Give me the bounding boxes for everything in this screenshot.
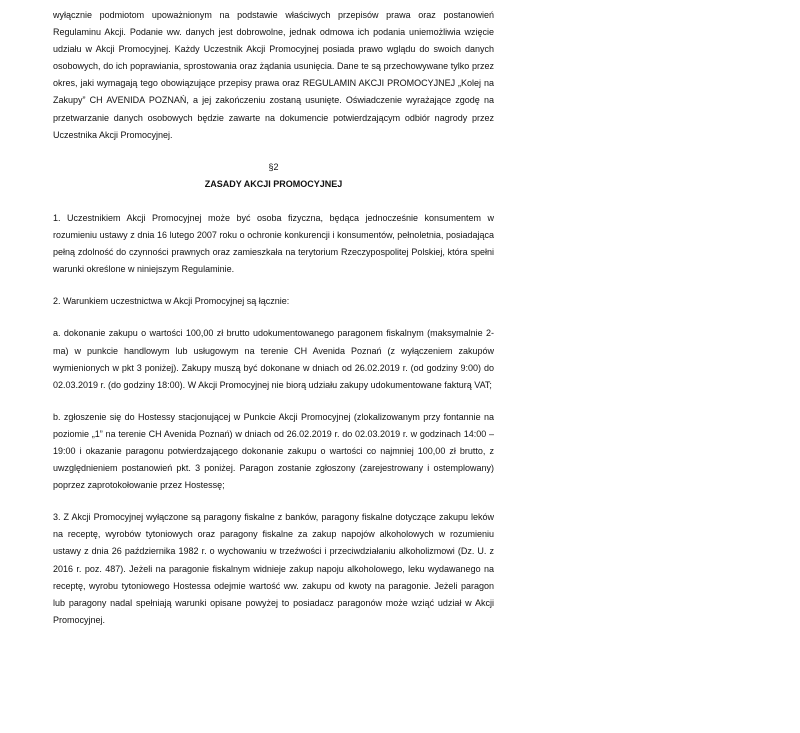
paragraph-3: 3. Z Akcji Promocyjnej wyłączone są paragony fiskalne z banków, paragony fiskalne dotyczące zakupu leków na receptę, wyrobów tytoniowych oraz paragony fiskalne za zakup napojów alkoholowych w rozumieniu ustawy z dnia 26 października 1982 r. o wychowaniu w trzeźwości i przeciwdziałaniu alkoholizmowi (Dz. U. z 2016 r. poz. 487). Jeżeli na paragonie fiskalnym widnieje zakup napoju alkoholowego, leku wydawanego na receptę, wyrobu tytoniowego Hostessa odejmie wartość ww. zakupu od kwoty na paragonie. Jeżeli paragon lub paragony nadal spełniają warunki opisane powyżej to posiadacz paragonów może wziąć udział w Akcji Promocyjnej. (53, 512, 494, 625)
spacer (53, 310, 494, 325)
intro-paragraph: wyłącznie podmiotom upoważnionym na podstawie właściwych przepisów prawa oraz postanowień Regulaminu Akcji. Podanie ww. danych jest dobrowolne, jednak odmowa ich podania uniemożliwia wzięcie udziału w Akcji Promocyjnej. Każdy Uczestnik Akcji Promocyjnej posiada prawo wglądu do swoich danych osobowych, do ich poprawiania, sprostowania oraz żądania usunięcia. Dane te są przechowywane tylko przez okres, jaki wymagają tego obowiązujące przepisy prawa oraz REGULAMIN AKCJI PROMOCYJNEJ „Kolej na Zakupy” CH AVENIDA POZNAŃ, a jej zakończeniu zostaną usunięte. Oświadczenie wyrażające zgodę na przetwarzanie danych osobowych będzie zawarte na dokumencie potwierdzającym odbiór nagrody przez Uczestnika Akcji Promocyjnej. (53, 10, 494, 140)
document-body (53, 7, 494, 629)
spacer (53, 394, 494, 409)
spacer (53, 494, 494, 509)
section-title: ZASADY AKCJI PROMOCYJNEJ (204, 178, 343, 189)
paragraph-2b: b. zgłoszenie się do Hostessy stacjonującej w Punkcie Akcji Promocyjnej (zlokalizowanym przy fontannie na poziomie „1” na terenie CH Avenida Poznań) w dniach od 26.02.2019 r. do 02.03.2019 r. w godzinach 14:00 – 19:00 i okazanie paragonu potwierdzającego dokonanie zakupu o wartości co najmniej 100,00 zł brutto, z uwzględnieniem postanowień pkt. 3 poniżej. Paragon zostanie zgłoszony (zarejestrowany i ostemplowany) poprzez zaprotokołowanie przez Hostessę; (53, 411, 494, 491)
paragraph-2a: a. dokonanie zakupu o wartości 100,00 zł brutto udokumentowanego paragonem fiskalnym (maksymalnie 2-ma) w punkcie handlowym lub usługowym na terenie CH Avenida Poznań (z wyłączeniem zakupów wymienionych w pkt 3 poniżej). Zakupy muszą być dokonane w dniach od 26.02.2019 r. (od godziny 9:00) do 02.03.2019 r. (do godziny 18:00). W Akcji Promocyjnej nie biorą udziału zakupy udokumentowane fakturą VAT; (53, 328, 494, 390)
section-number: §2 (268, 161, 279, 172)
spacer (53, 193, 494, 210)
spacer (53, 278, 494, 293)
spacer (53, 144, 494, 159)
paragraph-2: 2. Warunkiem uczestnictwa w Akcji Promocyjnej są łącznie: (53, 296, 290, 307)
paragraph-1: 1. Uczestnikiem Akcji Promocyjnej może być osoba fizyczna, będąca jednocześnie konsumentem w rozumieniu ustawy z dnia 16 lutego 2007 roku o ochronie konkurencji i konsumentów, pełnoletnia, posiadająca pełną zdolność do czynności prawnych oraz zamieszkała na terytorium Rzeczypospolitej Polskiej, która spełni warunki określone w niniejszym Regulaminie. (53, 212, 494, 275)
